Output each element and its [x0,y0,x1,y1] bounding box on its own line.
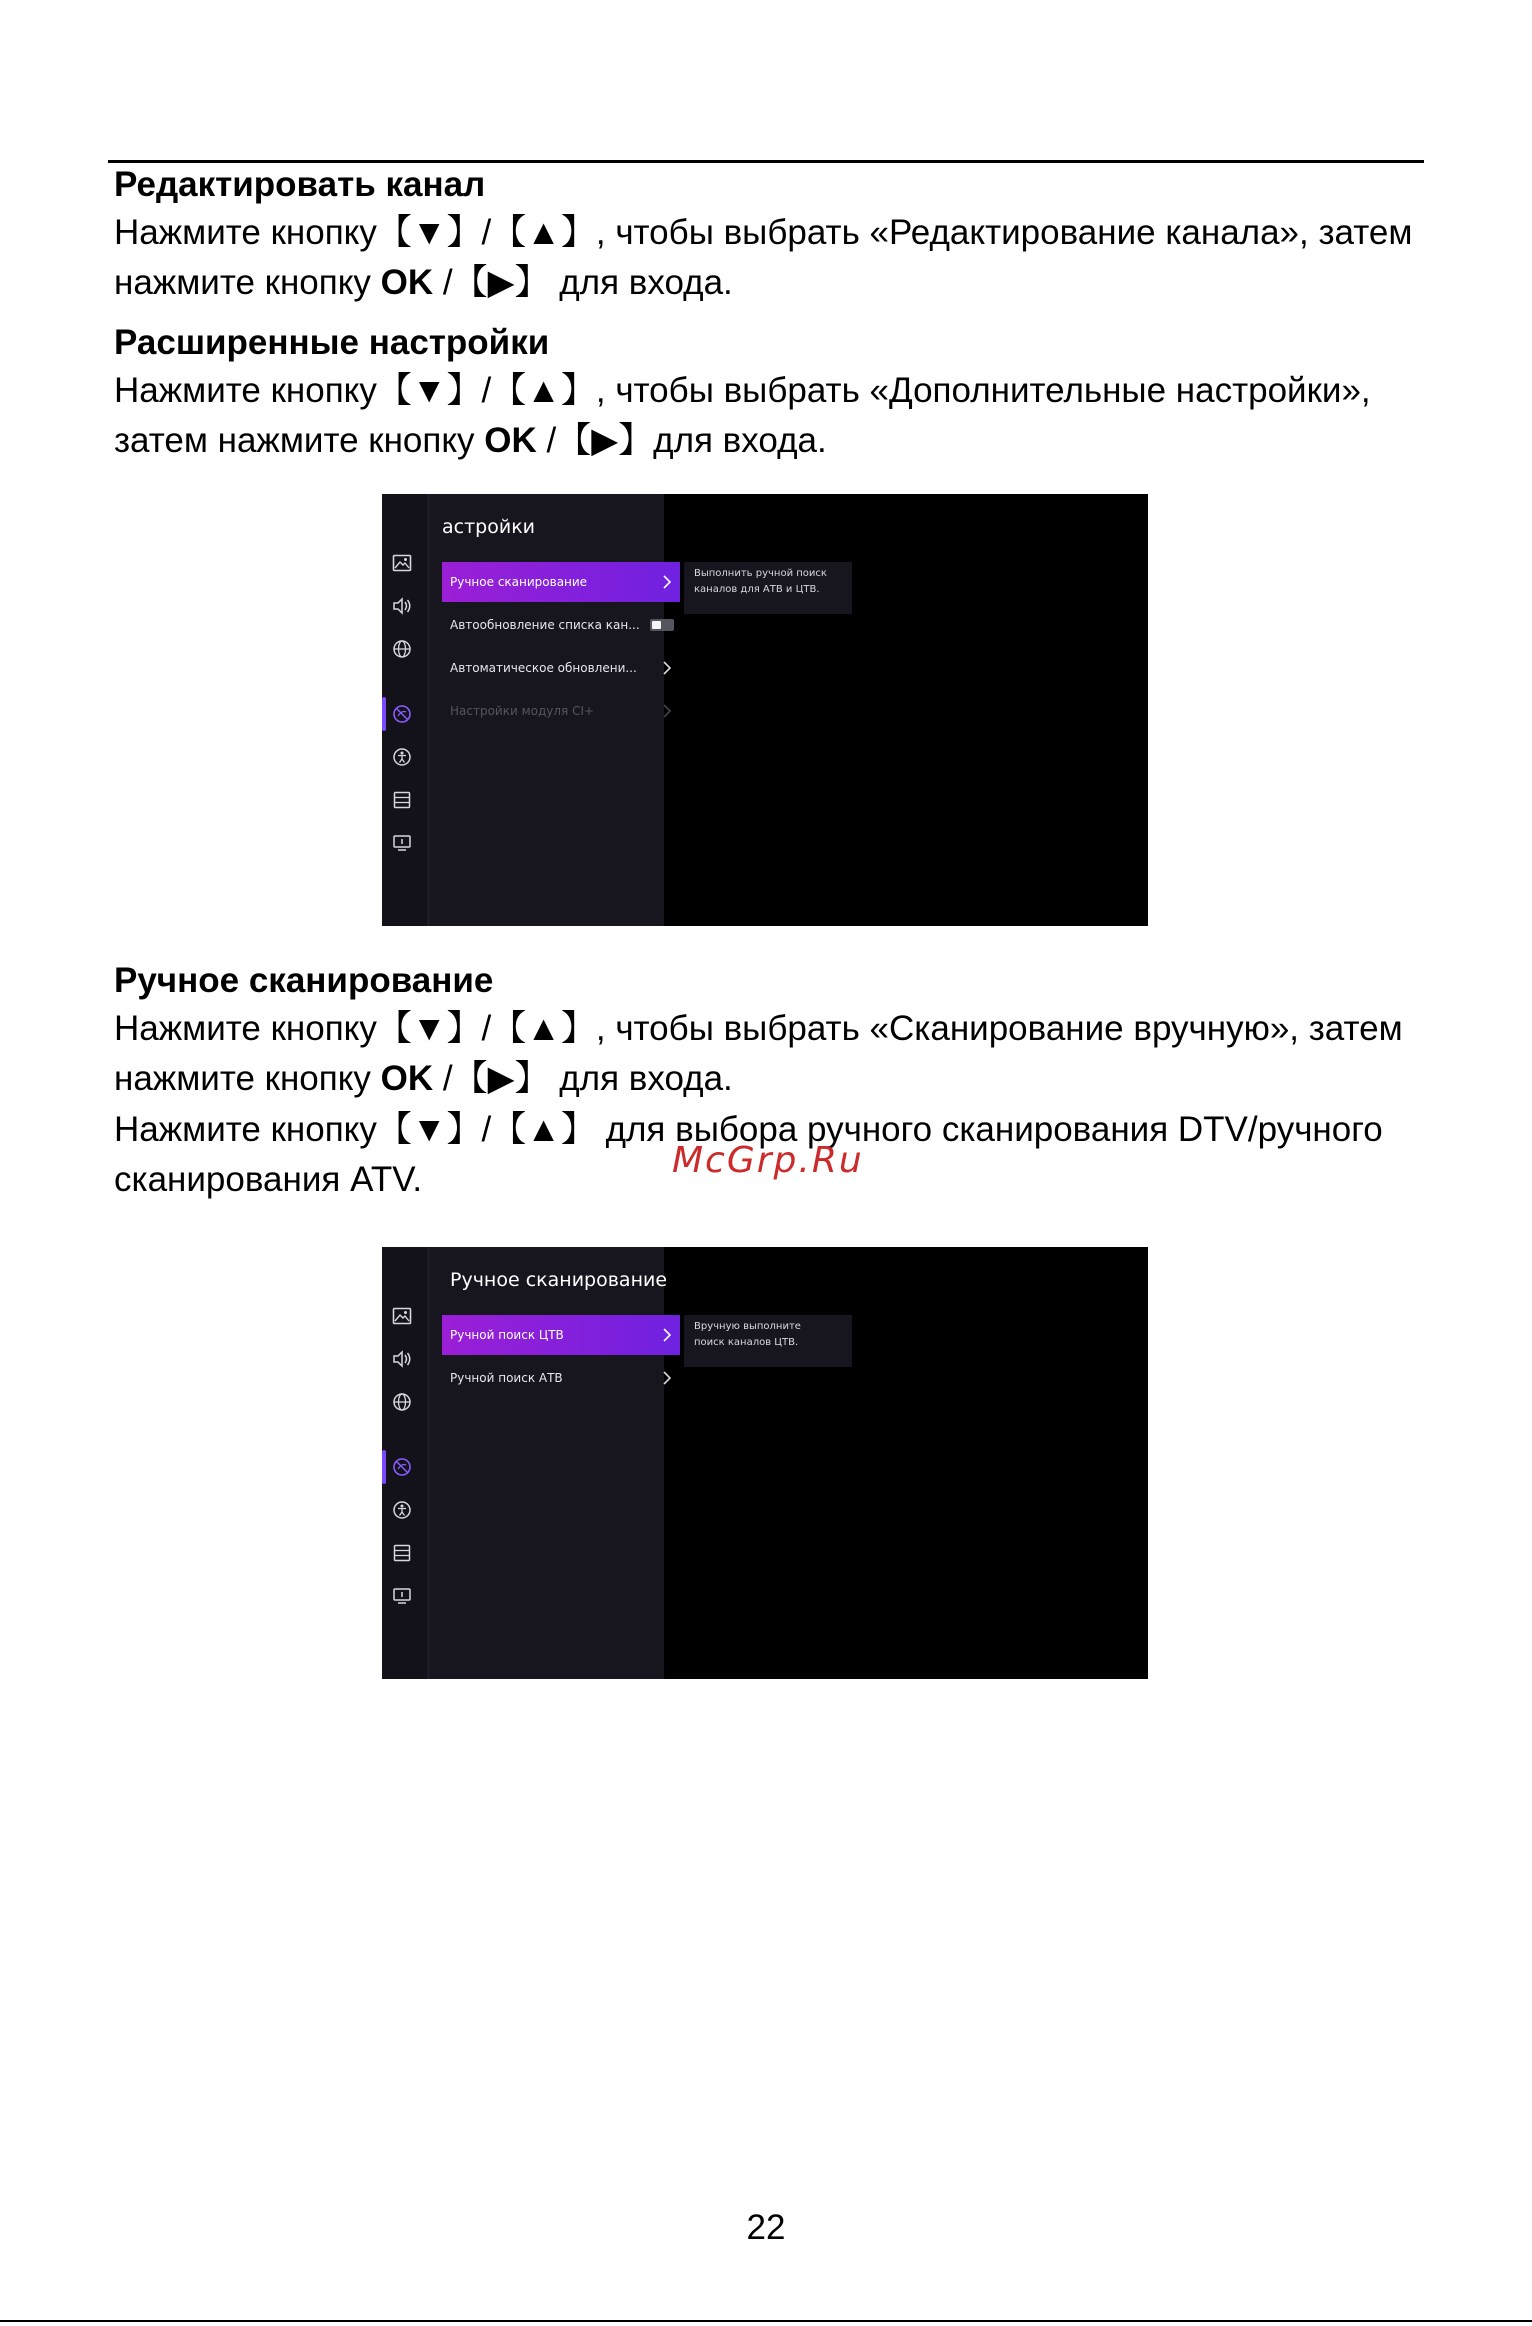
rail-active-indicator [382,1450,386,1484]
page-number: 22 [746,2208,786,2247]
paragraph-line: Нажмите кнопку【▼】/【▲】, чтобы выбрать «Сканирование вручную», затем [114,1009,1403,1048]
system-icon[interactable] [387,1538,417,1568]
item-description: Вручную выполните поиск каналов ЦТВ. [684,1315,852,1367]
bottom-rule [0,2320,1532,2322]
tv-screenshot-advanced-settings [382,494,1148,926]
paragraph-line: затем нажмите кнопку OK /【▶】для входа. [114,421,827,460]
paragraph-line: Нажмите кнопку【▼】/【▲】, чтобы выбрать «Редактирование канала», затем [114,213,1413,252]
paragraph-line: сканирования ATV. [114,1160,423,1199]
paragraph-line: Нажмите кнопку【▼】/【▲】 для выбора ручного сканирования DTV/ручного [114,1110,1383,1149]
system-icon[interactable] [387,785,417,815]
accessibility-icon[interactable] [387,1495,417,1525]
sound-icon[interactable] [387,591,417,621]
paragraph-line: нажмите кнопку OK /【▶】 для входа. [114,263,733,302]
accessibility-icon[interactable] [387,742,417,772]
channel-icon[interactable] [387,1452,417,1482]
menu-item-manual-atv-search[interactable]: Ручной поиск АТВ [442,1358,680,1398]
chevron-right-icon [662,1327,672,1343]
paragraph-line: нажмите кнопку OK /【▶】 для входа. [114,1059,733,1098]
ok-key-label: OK [380,1059,434,1098]
section-title-manual-scan: Ручное сканирование [114,961,494,1000]
picture-icon[interactable] [387,548,417,578]
menu-item-automatic-update[interactable]: Автоматическое обновлени... [442,648,680,688]
panel-title: Ручное сканирование [450,1269,668,1291]
auto-update-toggle[interactable] [650,619,674,631]
support-icon[interactable] [387,828,417,858]
rail-active-indicator [382,697,386,731]
settings-rail [382,494,427,926]
menu-item-manual-dtv-search[interactable]: Ручной поиск ЦТВ [442,1315,680,1355]
watermark: McGrp.Ru [672,1140,864,1181]
section-title-advanced-settings: Расширенные настройки [114,323,550,362]
menu-item-manual-scan[interactable]: Ручное сканирование [442,562,680,602]
ok-key-label: OK [380,263,434,302]
sound-icon[interactable] [387,1344,417,1374]
section-title-edit-channel: Редактировать канал [114,165,486,204]
chevron-right-icon [662,1370,672,1386]
picture-icon[interactable] [387,1301,417,1331]
item-description: Выполнить ручной поиск каналов для АТВ и ЦТВ. [684,562,852,614]
panel-title: астройки [442,516,536,538]
tv-screenshot-manual-scan [382,1247,1148,1679]
settings-panel [430,1247,668,1679]
chevron-right-icon [662,574,672,590]
channel-icon[interactable] [387,699,417,729]
network-icon[interactable] [387,1387,417,1417]
chevron-right-icon [662,703,672,719]
settings-panel [430,494,664,926]
network-icon[interactable] [387,634,417,664]
support-icon[interactable] [387,1581,417,1611]
paragraph-line: Нажмите кнопку【▼】/【▲】, чтобы выбрать «Дополнительные настройки», [114,371,1371,410]
menu-item-ci-module-settings: Настройки модуля CI+ [442,691,680,731]
settings-rail [382,1247,427,1679]
chevron-right-icon [662,660,672,676]
ok-key-label: OK [484,421,537,460]
menu-item-auto-update-channel-list[interactable]: Автообновление списка кан... [442,605,680,645]
